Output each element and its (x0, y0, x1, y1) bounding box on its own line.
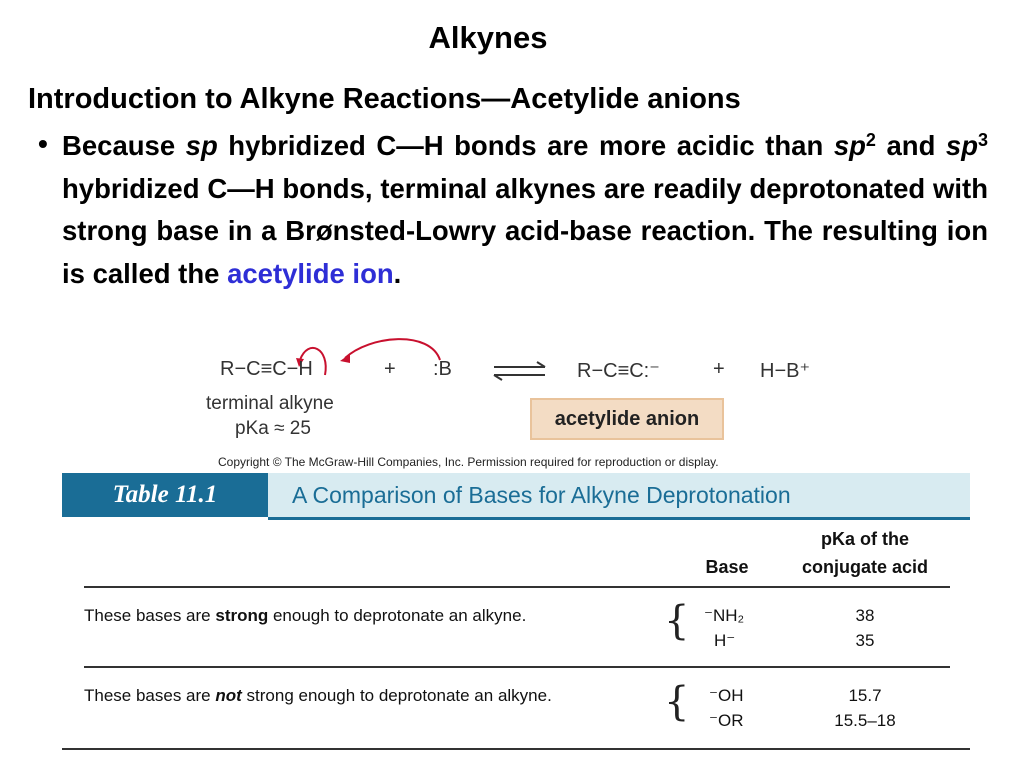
arrowhead-icon (340, 354, 350, 363)
copyright-notice: Copyright © The McGraw-Hill Companies, Inc. Permission required for reproduction or display. (218, 455, 719, 469)
bullet-text: Because (62, 130, 186, 161)
table-row (84, 606, 526, 626)
reaction-arrows-diagram (0, 330, 1024, 390)
table-row (84, 686, 552, 706)
curved-arrow-icon (345, 339, 440, 360)
bullet-text: and (875, 130, 946, 161)
pka-label: pKa ≈ 25 (235, 418, 311, 439)
bullet-text-italic: sp (945, 130, 978, 161)
bullet-text: hybridized C—H bonds are more acidic than (217, 130, 834, 161)
plus-sign: + (713, 358, 725, 380)
row-desc-emphasis: strong (215, 606, 269, 625)
table-rule (84, 586, 950, 588)
bullet-paragraph (62, 125, 988, 295)
bullet-text-italic: sp (185, 130, 218, 161)
base-cell: H⁻ (714, 631, 736, 650)
product-label: acetylide anion (554, 408, 700, 430)
row-desc-emphasis: not (215, 686, 242, 705)
row-desc: enough to deprotonate an alkyne. (268, 606, 527, 625)
superscript: 2 (865, 130, 876, 150)
table-rule (62, 748, 970, 750)
column-header-pka-line2: conjugate acid (801, 557, 929, 577)
reactant-formula: R−C≡C−H (220, 358, 313, 380)
row-desc: These bases are (84, 686, 216, 705)
slide-subtitle: Introduction to Alkyne Reactions—Acetylide anions (28, 83, 741, 115)
pka-cell: 38 (855, 606, 875, 625)
row-desc: strong enough to deprotonate an alkyne. (241, 686, 552, 705)
bullet-dot-icon: • (38, 128, 48, 159)
plus-sign: + (384, 358, 396, 380)
table-header-underline (268, 517, 970, 520)
pka-cell: 15.7 (848, 686, 882, 705)
brace-icon: { (664, 679, 690, 725)
table-title: A Comparison of Bases for Alkyne Deprotonation (292, 482, 791, 508)
base-cell: ⁻OR (709, 711, 744, 730)
column-header-base: Base (705, 557, 749, 577)
table-rule (84, 666, 950, 668)
row-desc: These bases are (84, 606, 216, 625)
bullet-text: hybridized C—H bonds, terminal alkynes are readily deprotonated with strong base in a Brønsted-Lowry acid-base reaction. The resulting ion is called the (62, 172, 988, 289)
base-cell: ⁻NH₂ (704, 606, 745, 625)
bullet-text-italic: sp (833, 130, 866, 161)
product-formula: R−C≡C:⁻ (577, 360, 660, 382)
slide-title: Alkynes (428, 20, 548, 55)
table-number: Table 11.1 (112, 481, 218, 508)
byproduct-formula: H−B⁺ (760, 360, 811, 382)
bullet-text: . (393, 257, 402, 289)
pka-cell: 15.5–18 (834, 711, 896, 730)
reactant-label: terminal alkyne (206, 393, 334, 414)
highlighted-term: acetylide ion (227, 257, 394, 289)
brace-icon: { (664, 598, 690, 644)
pka-cell: 35 (855, 631, 875, 650)
base-cell: ⁻OH (709, 686, 744, 705)
column-header-pka-line1: pKa of the (821, 529, 909, 549)
superscript: 3 (978, 130, 989, 150)
base-formula: :B (433, 358, 452, 380)
